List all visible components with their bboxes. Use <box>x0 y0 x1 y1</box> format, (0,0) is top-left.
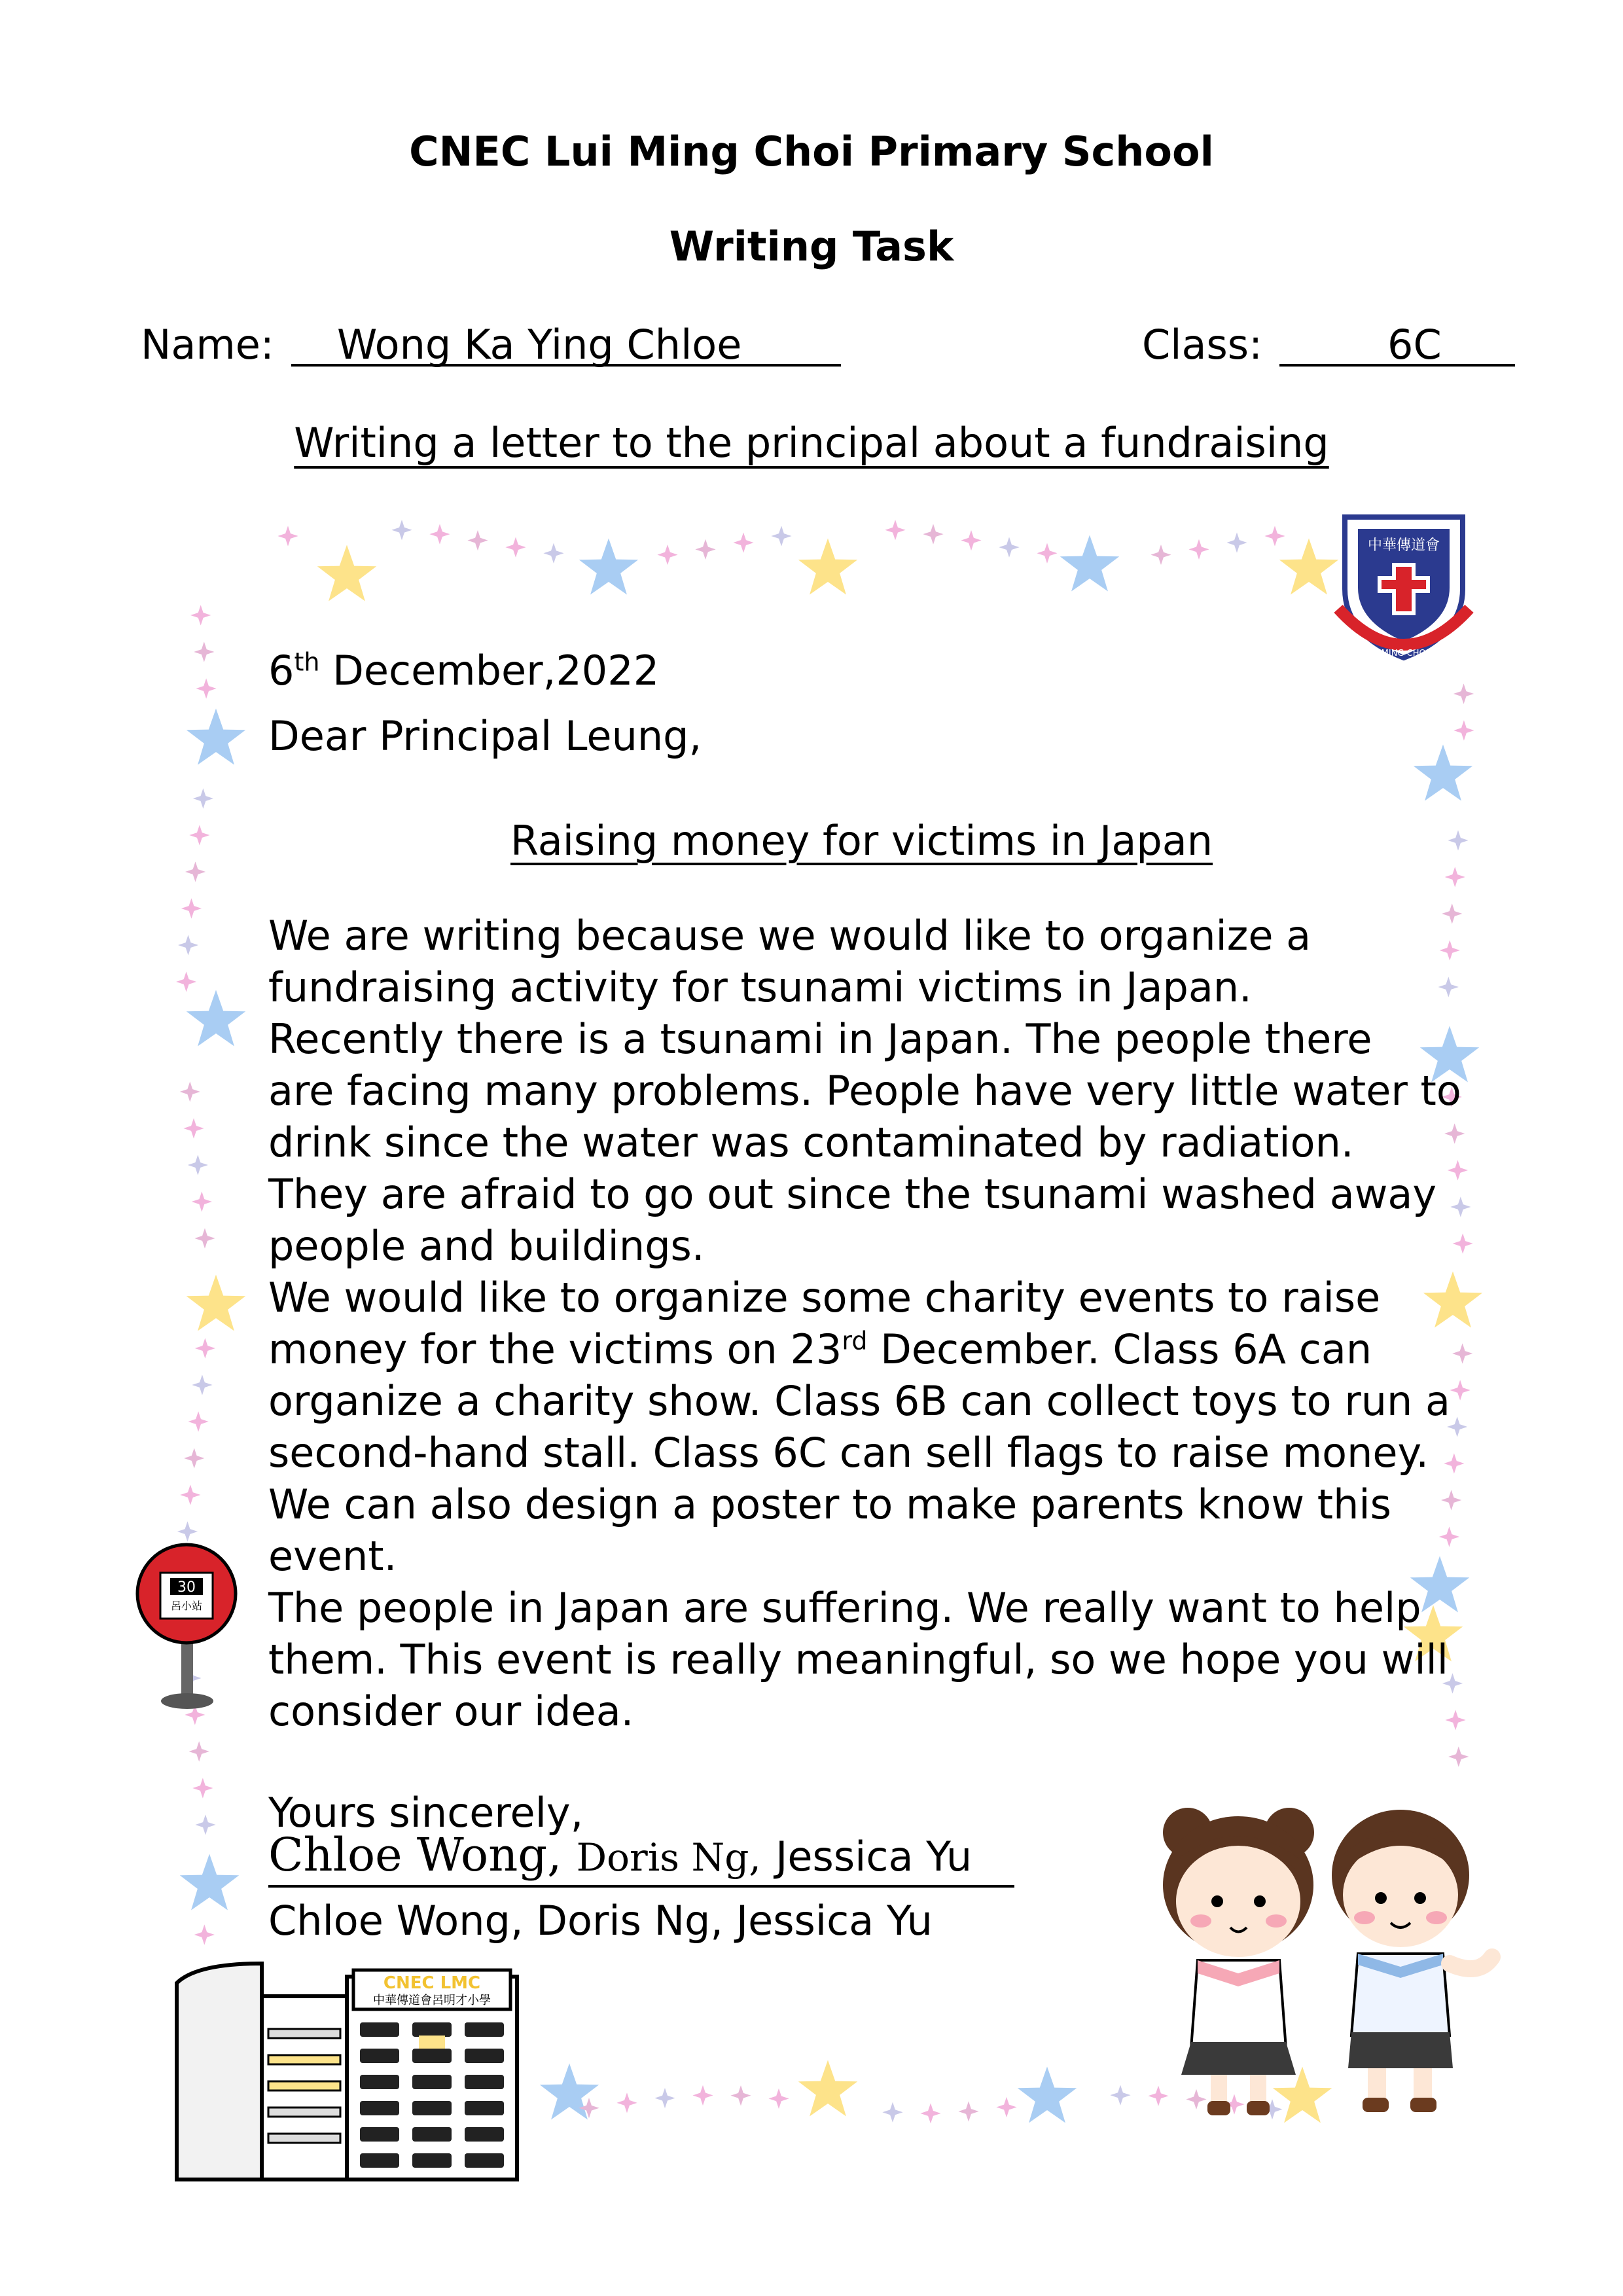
border-sparkle-icon <box>543 543 563 564</box>
border-sparkle-icon <box>771 526 791 546</box>
name-label: Name: <box>141 321 274 368</box>
name-value: Wong Ka Ying Chloe <box>337 321 742 368</box>
border-sparkle-icon <box>194 1924 215 1945</box>
bus-stop-number: 30 <box>177 1579 196 1596</box>
border-sparkle-icon <box>192 1191 212 1211</box>
border-sparkle-icon <box>1448 830 1468 850</box>
cartoon-students-icon <box>1126 1793 1505 2121</box>
border-sparkle-icon <box>1037 543 1057 564</box>
logo-text-top: 中華傳道會 <box>1367 537 1440 554</box>
body-line: drink since the water was contaminated by radiation. <box>268 1119 1354 1166</box>
border-sparkle-icon <box>176 971 196 992</box>
letter-salutation: Dear Principal Leung, <box>268 712 702 760</box>
letter-body <box>268 910 1466 1737</box>
handwritten-signatures: Chloe Wong, Doris Ng, Jessica Yu <box>268 1828 972 1882</box>
class-value: 6C <box>1387 321 1442 368</box>
border-star-icon <box>1018 2067 1077 2123</box>
border-sparkle-icon <box>193 788 213 808</box>
border-sparkle-icon <box>1264 526 1285 546</box>
border-sparkle-icon <box>180 1484 200 1505</box>
class-label: Class: <box>1142 321 1263 368</box>
border-sparkle-icon <box>882 2102 902 2123</box>
body-line: We can also design a poster to make parents know this <box>268 1480 1391 1528</box>
border-sparkle-icon <box>188 1411 208 1431</box>
border-sparkle-icon <box>195 1338 215 1358</box>
body-line: They are afraid to go out since the tsunami washed away <box>268 1170 1437 1218</box>
border-sparkle-icon <box>657 545 677 565</box>
body-line: second-hand stall. Class 6C can sell flags to raise money. <box>268 1429 1429 1477</box>
border-sparkle-icon <box>184 1448 204 1468</box>
border-sparkle-icon <box>920 2103 940 2123</box>
body-line: The people in Japan are suffering. We really want to help <box>268 1584 1421 1632</box>
border-sparkle-icon <box>505 537 526 558</box>
topic-title: Writing a letter to the principal about a fundraising <box>294 419 1329 467</box>
border-sparkle-icon <box>996 2097 1016 2117</box>
border-sparkle-icon <box>733 532 753 552</box>
body-line: fundraising activity for tsunami victims in Japan. <box>268 963 1252 1011</box>
border-sparkle-icon <box>961 530 981 550</box>
body-line: We are writing because we would like to organize a <box>268 912 1311 960</box>
border-star-icon <box>579 539 638 595</box>
printed-names: Chloe Wong, Doris Ng, Jessica Yu <box>268 1897 933 1945</box>
body-line: organize a charity show. Class 6B can collect toys to run a <box>268 1377 1451 1425</box>
border-sparkle-icon <box>194 1228 215 1248</box>
border-star-icon <box>187 990 245 1047</box>
border-sparkle-icon <box>923 524 943 545</box>
boy-figure <box>1332 1810 1492 2112</box>
border-sparkle-icon <box>192 1374 212 1395</box>
border-sparkle-icon <box>885 520 905 540</box>
border-sparkle-icon <box>391 520 412 540</box>
border-star-icon <box>1060 535 1119 592</box>
border-sparkle-icon <box>277 526 298 546</box>
body-line: money for the victims on 23rd December. Class 6A can <box>268 1325 1372 1373</box>
border-sparkle-icon <box>429 524 450 545</box>
border-sparkle-icon <box>1188 539 1209 560</box>
school-title: CNEC Lui Ming Choi Primary School <box>409 128 1214 175</box>
border-sparkle-icon <box>467 530 488 550</box>
body-line: consider our idea. <box>268 1687 634 1735</box>
border-sparkle-icon <box>1150 545 1171 565</box>
body-line: Recently there is a tsunami in Japan. The people there <box>268 1015 1372 1063</box>
body-line: event. <box>268 1532 397 1580</box>
border-sparkle-icon <box>616 2092 637 2113</box>
border-sparkle-icon <box>195 1814 215 1835</box>
body-line: We would like to organize some charity events to raise <box>268 1274 1381 1321</box>
border-sparkle-icon <box>189 825 209 845</box>
letter-closing: Yours sincerely, <box>268 1789 584 1837</box>
border-sparkle-icon <box>196 678 216 698</box>
school-logo <box>1332 511 1476 668</box>
border-sparkle-icon <box>695 539 715 560</box>
border-sparkle-icon <box>188 1155 208 1175</box>
border-sparkle-icon <box>692 2085 713 2106</box>
logo-ring-text: CNEC LUI MING CHOI PRIMARY <box>1339 649 1469 658</box>
border-sparkle-icon <box>958 2101 978 2121</box>
border-sparkle-icon <box>194 641 214 662</box>
body-line: people and buildings. <box>268 1222 705 1270</box>
border-sparkle-icon <box>1448 1746 1469 1767</box>
border-sparkle-icon <box>189 1741 209 1761</box>
letter-subject: Raising money for victims in Japan <box>510 817 1213 865</box>
border-sparkle-icon <box>999 537 1019 558</box>
task-title: Writing Task <box>669 223 954 270</box>
border-sparkle-icon <box>181 898 202 918</box>
bus-stop-label: 呂小站 <box>170 1600 203 1612</box>
border-sparkle-icon <box>177 1521 198 1541</box>
letter-date: 6th December,2022 <box>268 647 660 694</box>
border-sparkle-icon <box>180 1081 200 1102</box>
signature-underline <box>268 1885 1014 1888</box>
border-star-icon <box>1279 539 1338 595</box>
girl-figure <box>1163 1808 1314 2115</box>
border-star-icon <box>180 1854 239 1910</box>
border-sparkle-icon <box>1445 867 1465 887</box>
border-sparkle-icon <box>730 2085 751 2106</box>
border-sparkle-icon <box>654 2088 675 2108</box>
border-star-icon <box>317 545 376 601</box>
border-star-icon <box>187 709 245 765</box>
body-line: them. This event is really meaningful, so we hope you will <box>268 1636 1449 1683</box>
building-sign-cn: 中華傳道會呂明才小學 <box>373 1994 491 2007</box>
border-sparkle-icon <box>178 935 198 955</box>
border-star-icon <box>187 1275 245 1331</box>
border-star-icon <box>798 539 857 595</box>
border-star-icon <box>798 2060 857 2117</box>
bus-stop-sign-icon <box>134 1541 245 1712</box>
border-sparkle-icon <box>192 1778 213 1798</box>
school-building-icon <box>170 1957 537 2193</box>
border-sparkle-icon <box>190 605 211 625</box>
building-sign: CNEC LMC <box>383 1973 481 1993</box>
border-sparkle-icon <box>1226 532 1247 552</box>
border-sparkle-icon <box>185 861 205 882</box>
border-sparkle-icon <box>183 1118 204 1138</box>
border-sparkle-icon <box>768 2089 789 2109</box>
body-line: are facing many problems. People have very little water to <box>268 1067 1461 1115</box>
